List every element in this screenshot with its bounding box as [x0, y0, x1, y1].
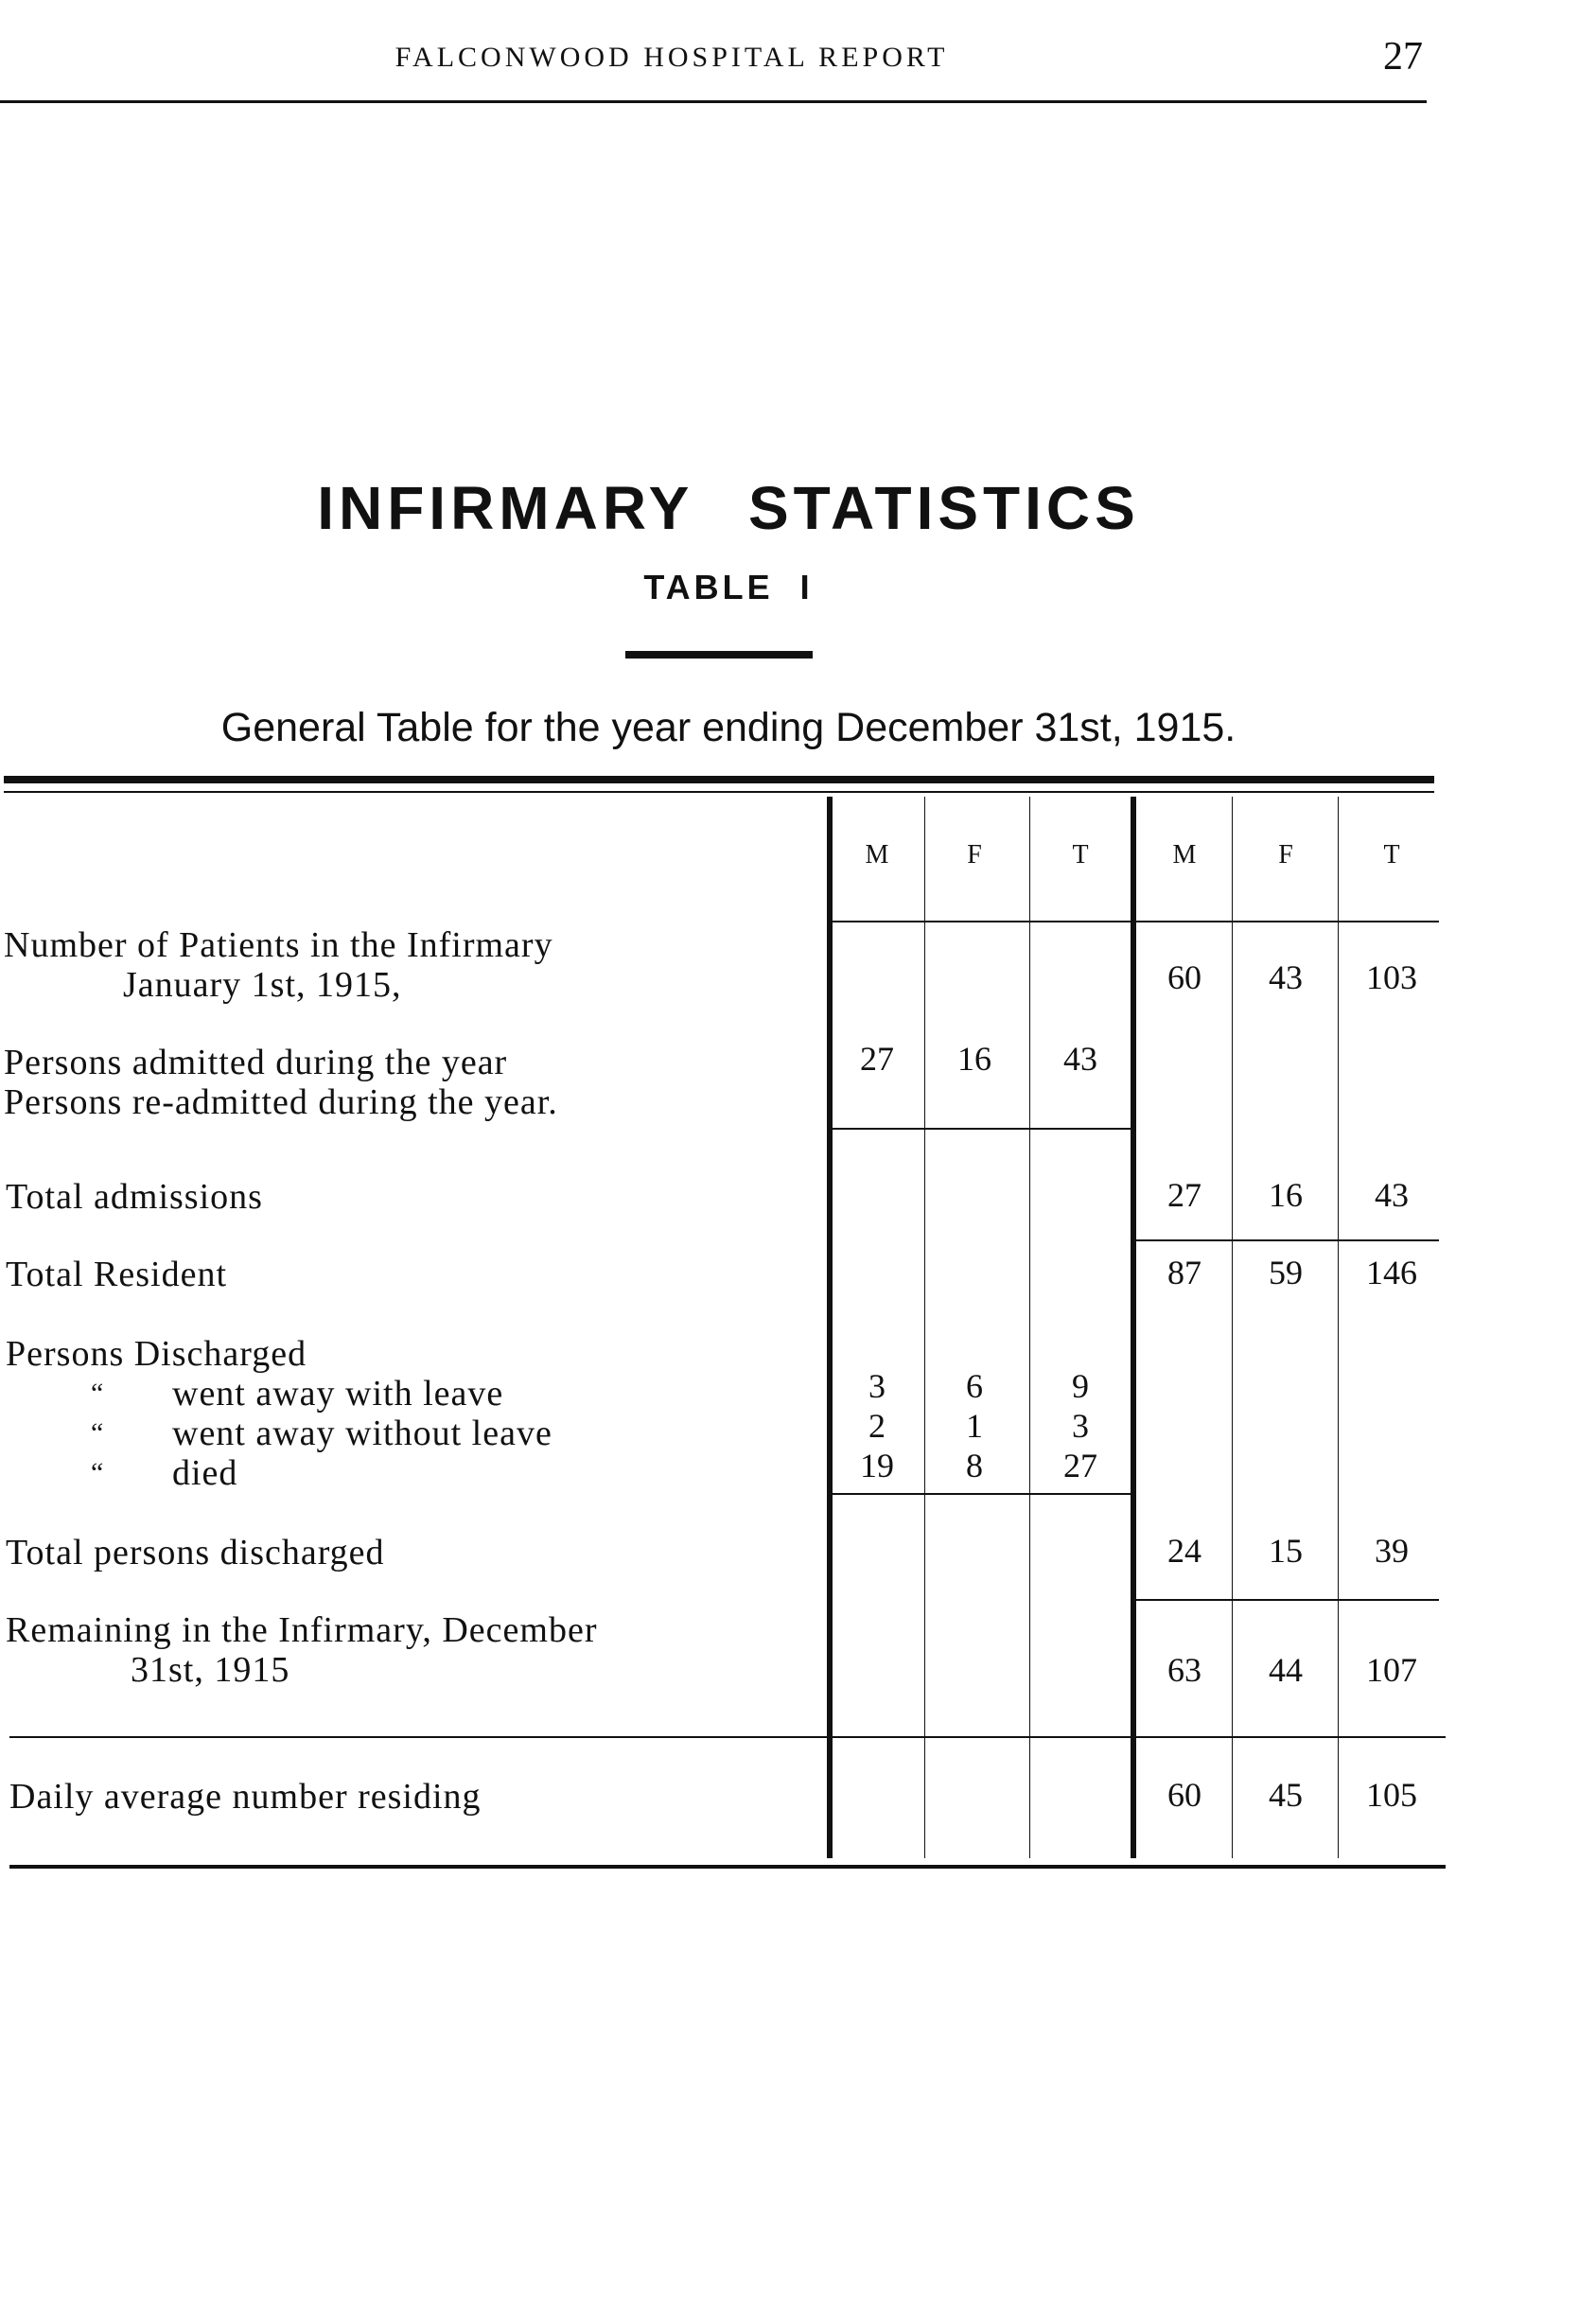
column-header-t: T	[1383, 840, 1400, 869]
value-cell: 27	[1063, 1447, 1097, 1484]
value-cell: 6	[966, 1367, 983, 1405]
value-cell: 59	[1269, 1254, 1303, 1291]
row-label: died	[172, 1453, 238, 1493]
header-under-rule	[1136, 921, 1439, 922]
ditto-mark: “	[91, 1378, 105, 1409]
average-separator-rule	[9, 1736, 1446, 1738]
row-label: January 1st, 1915,	[123, 965, 402, 1005]
table-caption: General Table for the year ending December 31st, 1915.	[220, 705, 1236, 750]
header-under-rule	[833, 921, 1131, 922]
value-cell: 146	[1366, 1254, 1417, 1291]
value-cell: 3	[1072, 1407, 1089, 1445]
table-top-rule	[4, 776, 1434, 783]
value-cell: 44	[1269, 1651, 1303, 1689]
ditto-mark: “	[91, 1417, 105, 1449]
value-cell: 43	[1269, 958, 1303, 996]
page-number: 27	[1383, 35, 1423, 79]
value-cell: 43	[1063, 1040, 1097, 1078]
page-title: INFIRMARY STATISTICS	[317, 474, 1140, 542]
table-bottom-rule	[9, 1865, 1446, 1869]
row-label: Daily average number residing	[9, 1777, 482, 1817]
table-top-rule-thin	[4, 791, 1434, 793]
value-cell: 9	[1072, 1367, 1089, 1405]
value-cell: 45	[1269, 1776, 1303, 1814]
value-cell: 103	[1366, 958, 1417, 996]
row-label: Total persons discharged	[6, 1533, 385, 1572]
row-label: went away without leave	[172, 1414, 552, 1453]
header-rule	[0, 100, 1427, 103]
discharged-sum-rule	[1136, 1599, 1439, 1601]
column-header-t: T	[1072, 840, 1089, 869]
discharge-total-rule	[833, 1493, 1131, 1495]
column-header-f: F	[967, 840, 982, 869]
value-cell: 107	[1366, 1651, 1417, 1689]
value-cell: 27	[1167, 1176, 1201, 1214]
column-rule-thick-2	[1131, 797, 1136, 1858]
column-header-m: M	[1172, 840, 1197, 869]
row-label: Persons admitted during the year	[4, 1043, 508, 1082]
value-cell: 16	[957, 1040, 991, 1078]
title-divider	[625, 651, 813, 659]
value-cell: 105	[1366, 1776, 1417, 1814]
row-label: Persons re-admitted during the year.	[4, 1082, 558, 1122]
value-cell: 2	[868, 1407, 886, 1445]
value-cell: 60	[1167, 1776, 1201, 1814]
row-label: went away with leave	[172, 1374, 504, 1414]
ditto-mark: “	[91, 1457, 105, 1488]
column-rule	[1029, 797, 1030, 1858]
column-rule-thick-1	[827, 797, 833, 1858]
row-label: Remaining in the Infirmary, December	[6, 1610, 598, 1650]
column-rule	[1338, 797, 1339, 1858]
value-cell: 63	[1167, 1651, 1201, 1689]
row-label: 31st, 1915	[131, 1650, 290, 1690]
value-cell: 87	[1167, 1254, 1201, 1291]
value-cell: 3	[868, 1367, 886, 1405]
column-header-f: F	[1278, 840, 1293, 869]
value-cell: 1	[966, 1407, 983, 1445]
value-cell: 8	[966, 1447, 983, 1484]
value-cell: 24	[1167, 1532, 1201, 1570]
value-cell: 19	[860, 1447, 894, 1484]
row-label: Total admissions	[6, 1177, 263, 1217]
column-rule	[924, 797, 925, 1858]
value-cell: 39	[1375, 1532, 1409, 1570]
admissions-sum-rule	[1136, 1239, 1439, 1241]
column-rule	[1232, 797, 1233, 1858]
value-cell: 60	[1167, 958, 1201, 996]
column-header-m: M	[865, 840, 889, 869]
value-cell: 27	[860, 1040, 894, 1078]
value-cell: 16	[1269, 1176, 1303, 1214]
row-label: Persons Discharged	[6, 1334, 307, 1374]
table-number: TABLE I	[643, 568, 814, 606]
running-head: FALCONWOOD HOSPITAL REPORT	[395, 42, 949, 73]
value-cell: 15	[1269, 1532, 1303, 1570]
row-label: Total Resident	[6, 1255, 228, 1294]
value-cell: 43	[1375, 1176, 1409, 1214]
admitted-total-rule	[833, 1128, 1131, 1130]
row-label: Number of Patients in the Infirmary	[4, 925, 553, 965]
